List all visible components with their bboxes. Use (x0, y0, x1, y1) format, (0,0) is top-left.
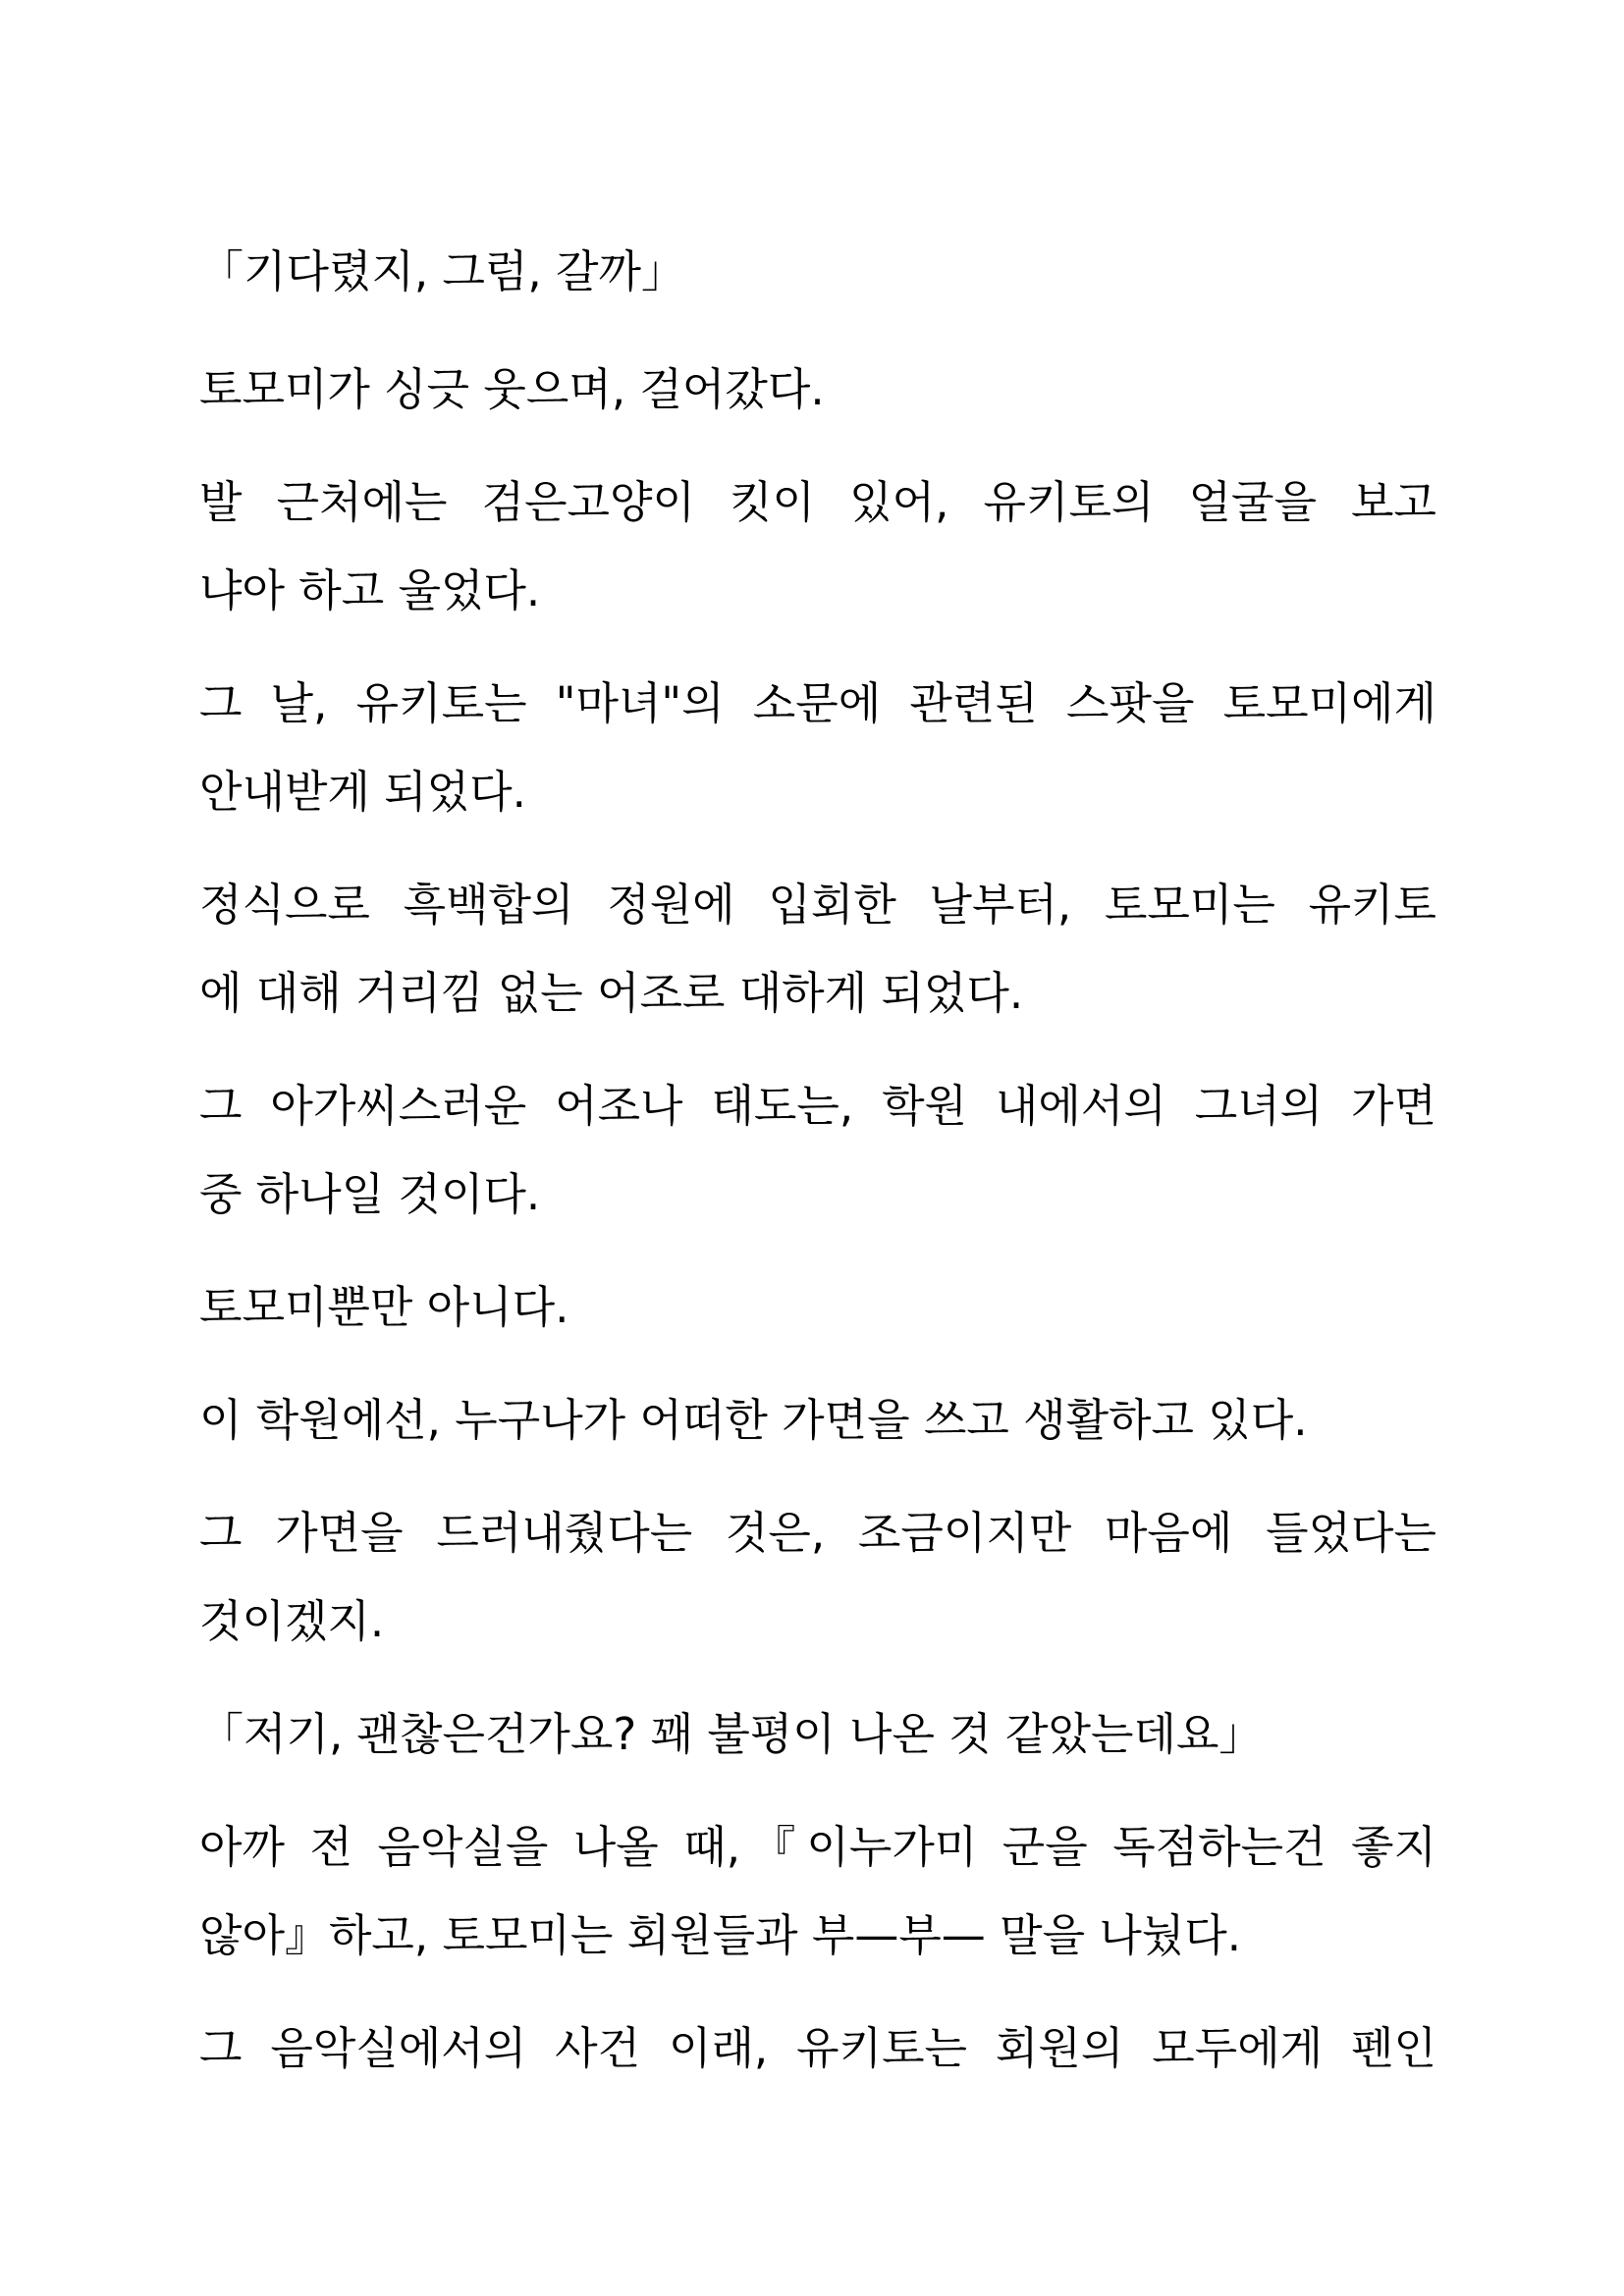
text-line: 에 대해 거리낌 없는 어조로 대하게 되었다. (199, 967, 1024, 1019)
text-line: 않아』하고, 토모미는 회원들과 부—부— 말을 나눴다. (199, 1909, 1242, 1961)
text-line: 아까 전 음악실을 나올 때,『이누가미 군을 독점하는건 좋지 (199, 1821, 1436, 1873)
text-line: 것이겠지. (199, 1595, 385, 1647)
text-line: 발 근처에는 검은고양이 킷이 있어, 유키토의 얼굴을 보고 (199, 476, 1436, 528)
text-line: 냐아 하고 울었다. (199, 564, 541, 616)
text-line: 이 학원에선, 누구나가 어떠한 가면을 쓰고 생활하고 있다. (199, 1394, 1308, 1446)
text-line: 토모미뿐만 아니다. (199, 1281, 569, 1333)
text-line: 그 아가씨스러운 어조나 태도는, 학원 내에서의 그녀의 가면 (199, 1080, 1436, 1132)
text-line: 「기다렸지, 그럼, 갈까」 (199, 245, 685, 297)
text-line: 정식으로 흑백합의 정원에 입회한 날부터, 토모미는 유키토 (199, 879, 1436, 931)
text-line: 토모미가 싱긋 웃으며, 걸어갔다. (199, 363, 825, 415)
text-line: 중 하나일 것이다. (199, 1168, 541, 1220)
text-line: 「저기, 괜찮은건가요? 꽤 불평이 나온 것 같았는데요」 (199, 1708, 1264, 1760)
text-line: 그 음악실에서의 사건 이래, 유키토는 회원의 모두에게 펜인 (199, 2022, 1436, 2074)
text-line: 그 날, 유키토는 "마녀"의 소문에 관련된 스팟을 토모미에게 (199, 677, 1436, 729)
text-line: 그 가면을 드러내줬다는 것은, 조금이지만 마음에 들었다는 (199, 1507, 1436, 1559)
text-line: 안내받게 되었다. (199, 766, 526, 818)
